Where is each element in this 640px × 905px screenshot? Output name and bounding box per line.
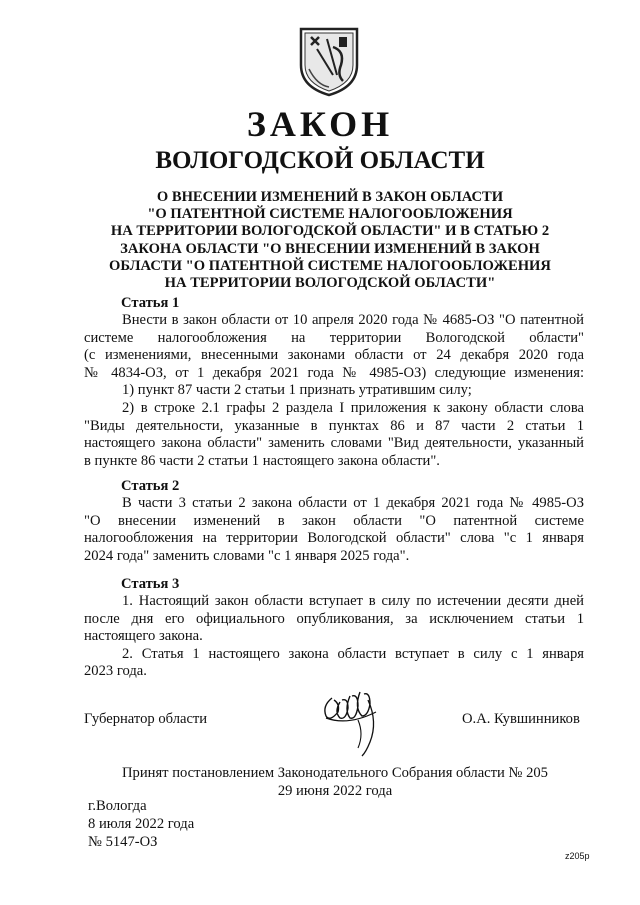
law-number: № 5147-ОЗ (88, 834, 158, 850)
article-line: "Виды деятельности, указанные в пунктах 86 и 87 части 2 статьи 1 (84, 417, 584, 434)
law-date: 8 июля 2022 года (88, 816, 195, 832)
article-line: после дня его официального опубликования, за исключением статьи 1 (84, 610, 584, 627)
city: г.Вологда (88, 798, 147, 814)
article-line: настоящего закона области" заменить словами "Вид деятельности, указанный (84, 435, 584, 452)
article-line: системе налогообложения на территории Вологодской области" (84, 329, 584, 346)
article-line: 1. Настоящий закон области вступает в силу по истечении десяти дней (122, 593, 584, 609)
article-line: настоящего закона. (84, 628, 203, 645)
subject-line: НА ТЕРРИТОРИИ ВОЛОГОДСКОЙ ОБЛАСТИ" И В СТАТЬЮ 2 (110, 223, 550, 240)
article-line: (с изменениями, внесенными законами области от 24 декабря 2020 года (84, 347, 584, 364)
article-line: Внести в закон области от 10 апреля 2020 года № 4685-ОЗ "О патентной (122, 312, 584, 328)
governor-title: Губернатор области (84, 711, 208, 727)
subject-line: О ВНЕСЕНИИ ИЗМЕНЕНИЙ В ЗАКОН ОБЛАСТИ (156, 189, 504, 205)
article-line: налогообложения на территории Вологодской области" слова "с 1 января (84, 530, 584, 547)
subject-line: ЗАКОНА ОБЛАСТИ "О ВНЕСЕНИИ ИЗМЕНЕНИЙ В ЗАКОН (120, 240, 540, 257)
article-1-body (84, 312, 584, 470)
article-line: 2. Статья 1 настоящего закона области вступает в силу с 1 января (122, 645, 584, 662)
subject-line: ОБЛАСТИ "О ПАТЕНТНОЙ СИСТЕМЕ НАЛОГООБЛОЖЕНИЯ (109, 257, 551, 274)
article-line: 1) пункт 87 части 2 статьи 1 признать утратившим силу; (122, 382, 472, 399)
article-2-body (84, 495, 584, 565)
article-line: 2023 года. (84, 663, 147, 680)
adoption-note (0, 765, 640, 800)
subject-line: НА ТЕРРИТОРИИ ВОЛОГОДСКОЙ ОБЛАСТИ" (164, 275, 496, 292)
document-region: ВОЛОГОДСКОЙ ОБЛАСТИ (155, 147, 485, 174)
article-line: В части 3 статьи 2 закона области от 1 декабря 2021 года № 4985-ОЗ (122, 495, 584, 511)
article-1-heading: Статья 1 (121, 295, 180, 311)
article-3-heading: Статья 3 (121, 576, 180, 592)
coat-of-arms-icon (297, 25, 361, 97)
subject-line: "О ПАТЕНТНОЙ СИСТЕМЕ НАЛОГООБЛОЖЕНИЯ (147, 206, 513, 223)
document-title: ЗАКОН (246, 104, 394, 144)
place-date-number (88, 797, 194, 851)
handwritten-signature-icon (318, 682, 386, 758)
article-line: в пункте 86 части 2 статьи 1 настоящего закона области". (84, 452, 440, 469)
article-2-heading: Статья 2 (121, 478, 180, 494)
adoption-date: 29 июня 2022 года (277, 782, 393, 799)
article-3-body (84, 593, 584, 681)
law-subject (80, 189, 580, 292)
article-line: 2) в строке 2.1 графы 2 раздела I приложения к закону области слова (122, 399, 584, 416)
article-line: № 4834-ОЗ, от 1 декабря 2021 года № 4985-ОЗ) следующие изменения: (84, 364, 584, 381)
adoption-line: Принят постановлением Законодательного Собрания области № 205 (122, 765, 548, 781)
governor-name: О.А. Кувшинников (462, 711, 580, 727)
footer-code: z205p (565, 851, 590, 861)
article-line: 2024 года" заменить словами "с 1 января 2025 года". (84, 547, 410, 564)
article-line: "О внесении изменений в закон области "О патентной системе (84, 512, 584, 529)
